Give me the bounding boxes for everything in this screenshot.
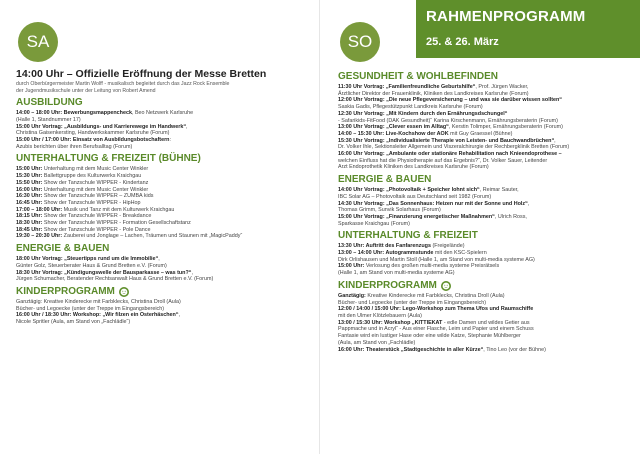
event-detail: - edle Damen und wildes Getier aus	[442, 319, 530, 326]
event-line	[16, 270, 312, 277]
event-detail: ,	[554, 137, 556, 144]
event-line	[16, 124, 312, 131]
event-time-title: 16:00 Uhr:	[16, 186, 43, 193]
event-detail: Show der Tanzschule WIPPER - Formation Gesellschaftstanz	[42, 220, 191, 227]
event-line	[338, 340, 634, 347]
event-detail: - Safarikids-FitFood (DAK Gesundheit)“ Karina Kirschenmann, Ernährungsberaterin (Forum)	[338, 117, 558, 124]
day-circle-sunday	[340, 22, 380, 62]
event-line	[16, 117, 312, 124]
event-time-title: 16:45 Uhr:	[16, 199, 43, 206]
section-title: ENERGIE & BAUEN	[338, 174, 432, 186]
event-detail: ,	[191, 269, 193, 276]
event-line	[338, 104, 634, 111]
event-line	[338, 313, 634, 320]
section-title: AUSBILDUNG	[16, 97, 83, 109]
event-line	[338, 187, 634, 194]
event-time-title: 14:00 – 18:00 Uhr: Bewerbungsmappencheck	[16, 110, 132, 117]
event-detail: Bücher- und Legoecke (unter der Treppe im Eingangsbereich)	[16, 305, 165, 312]
event-time-title: 13:00 / 15:30 Uhr: Workshop „KITTIEKAT	[338, 319, 443, 326]
event-time-title: 16:30 Uhr:	[16, 193, 43, 200]
left-content	[16, 68, 312, 326]
section-title: GESUNDHEIT & WOHLBEFINDEN	[338, 71, 498, 82]
event-line	[16, 187, 312, 194]
event-line	[338, 333, 634, 340]
event-line	[16, 193, 312, 200]
left-page	[0, 0, 318, 454]
page-fold-divider	[319, 0, 320, 454]
event-time-title: 12:00 / 14:00 / 15:00 Uhr: Lego-Workshop zum Thema Ufos und Raumschiffe	[338, 306, 534, 313]
event-detail: , Ulrich Ross,	[494, 213, 527, 220]
event-time-title: 12:00 Uhr Vortrag: „Die neue Pflegeversicherung – und was sie darüber wissen sollten“	[338, 97, 562, 104]
event-line	[338, 151, 634, 158]
event-time-title: 19:30 – 20:30 Uhr:	[16, 233, 63, 240]
event-line	[338, 270, 634, 277]
kids-face-icon	[119, 287, 129, 297]
event-detail: Verlosung des großen multi-media systeme Preisrätsels	[364, 263, 500, 270]
event-detail: mit den Ulmer Klötzlebauern (Aula)	[338, 312, 422, 319]
event-detail: Bücher- und Legoecke (unter der Treppe im Eingangsbereich)	[338, 299, 487, 306]
event-detail: Ärztlicher Direktor der Frauenklinik, Kliniken des Landkreises Karlsruhe (Forum)	[338, 90, 529, 97]
section-heading	[16, 97, 312, 109]
event-line	[338, 207, 634, 214]
event-line	[338, 84, 634, 91]
event-line	[16, 306, 312, 313]
right-content	[338, 68, 634, 353]
event-line	[338, 164, 634, 171]
event-line	[338, 300, 634, 307]
event-detail: Ballettgruppe des Kulturwerks Kraichgau	[42, 173, 142, 180]
event-detail: Saskia Gadis, Pflegestützpunkt Landkreis Karlsruhe (Forum)	[338, 104, 483, 111]
event-time-title: 17:00 – 18:00 Uhr:	[16, 206, 63, 213]
event-detail: Jürgen Schumacher, Beratender Rechtsanwalt Haus & Grund Bretten e.V. (Forum)	[16, 276, 214, 283]
event-detail: mit den KSC-Spielern	[433, 250, 487, 257]
event-line	[338, 111, 634, 118]
event-detail: :	[169, 137, 171, 143]
kids-face-icon	[441, 281, 451, 291]
event-detail: ,	[178, 312, 181, 319]
event-line	[338, 131, 634, 138]
event-time-title: 14:00 – 15:30 Uhr: Live-Kochshow der AOK	[338, 130, 449, 137]
event-line	[16, 207, 312, 214]
section-title: UNTERHALTUNG & FREIZEIT	[338, 230, 478, 242]
event-line	[338, 138, 634, 145]
event-line	[338, 257, 634, 264]
event-line	[16, 299, 312, 306]
event-line	[16, 110, 312, 117]
event-time-title: 18:30 Uhr Vortrag: „Kündigungswelle der Bausparkasse – was tun?“	[16, 269, 192, 276]
event-detail: welchen Einfluss hat die Physiotherapie auf das Ergebnis?“, Dr. Volker Sauer, Leitender	[338, 157, 548, 164]
event-line	[338, 194, 634, 201]
event-time-title: 18:45 Uhr:	[16, 226, 43, 233]
event-line	[338, 158, 634, 165]
opening-line: der Jugendmusikschule unter der Leitung von Robert Amend	[16, 87, 156, 94]
event-line	[16, 180, 312, 187]
day-label: SA	[26, 32, 50, 51]
event-line	[16, 233, 312, 240]
event-detail: , Reimar Sauter,	[479, 187, 519, 194]
event-detail: Show der Tanzschule WIPPER - HipHop	[42, 199, 141, 206]
event-line	[338, 118, 634, 125]
banner-title: RAHMENPROGRAMM	[426, 8, 586, 25]
event-time-title: 12:30 Uhr Vortrag: „Mit Kindern durch den Ernährungsdschungel“	[338, 110, 508, 117]
event-time-title: 15:00 Uhr Vortrag: „Finanzierung energetischer Maßnahmen“	[338, 213, 495, 220]
event-line	[16, 173, 312, 180]
event-detail: Arzt Endoprothetik Kliniken des Landkreises Karlsruhe (Forum)	[338, 164, 489, 171]
event-detail: (Freigelände)	[430, 243, 465, 250]
event-time-title: 13:30 Uhr: Auftritt des Fanfarenzugs	[338, 243, 431, 250]
event-line	[16, 166, 312, 173]
event-line	[338, 250, 634, 257]
event-time-title: 11:30 Uhr Vortrag: „Familienfreundliche Geburtshilfe“	[338, 84, 476, 90]
right-page	[322, 0, 640, 454]
event-detail: Dirk Orlishausen und Martin Stoll (Halle 1, am Stand von multi-media systeme AG)	[338, 256, 535, 263]
event-detail: Dr. Volker Ihle, Sektionsleiter Allgemein und Viszeralchirurgie der Rechbergklinik Bretten (Forum)	[338, 144, 570, 151]
section-heading	[338, 71, 634, 83]
section-title: KINDERPROGRAMM	[16, 285, 115, 297]
event-line	[338, 320, 634, 327]
event-line	[16, 137, 312, 144]
banner-date: 25. & 26. März	[426, 36, 499, 48]
event-time-title: 15:00 Uhr Vortrag: „Ausbildungs- und Karrierewege im Handwerk“	[16, 123, 187, 130]
event-detail: , Prof. Jürgen Wacker,	[475, 84, 529, 90]
event-detail: Sparkasse Kraichgau (Forum)	[338, 220, 410, 227]
event-detail: Azubis berichten über ihren Berufsalltag (Forum)	[16, 143, 133, 150]
section-heading	[338, 230, 634, 242]
event-time-title: 18:00 Uhr Vortrag: „Steuertipps rund um die Immobilie“	[16, 256, 159, 263]
event-detail: ,	[186, 123, 188, 130]
event-line	[16, 312, 312, 319]
event-detail: Pappmache und in Acryl“ - Aus einer Flasche, Leim und Papier und einem Schuss	[338, 326, 534, 333]
event-detail: mit Guy Graessel (Bühne)	[448, 130, 513, 137]
event-line	[16, 263, 312, 270]
opening-line: durch Oberbürgermeister Martin Wolff - musikalisch begleitet durch das Jazz Rock Ensemble	[16, 81, 230, 87]
event-line	[338, 263, 634, 270]
event-detail: ,	[158, 256, 160, 263]
section-title: ENERGIE & BAUEN	[16, 243, 110, 255]
event-time-title: 15:00 Uhr:	[338, 263, 365, 270]
event-line	[338, 347, 634, 354]
event-detail: (Aula, am Stand von „Fachlädle)	[338, 339, 416, 346]
event-detail: (Halle 1, am Stand von multi-media systeme AG)	[338, 270, 455, 277]
event-time-title: 15:50 Uhr:	[16, 179, 43, 186]
event-line	[16, 130, 312, 137]
event-detail: Kreative Kinderecke mit Farbklecks, Christina Droll (Aula)	[365, 292, 505, 299]
event-line	[16, 213, 312, 220]
event-detail: ,	[527, 200, 530, 207]
event-line	[16, 144, 312, 151]
event-detail: Günter Golz, Steuerberater Haus & Grund Bretten e.V. (Forum)	[16, 262, 167, 269]
event-detail: Fantasie wird ein lustiger Hase oder eine wilde Katze, Stephanie Mühlberger	[338, 333, 521, 340]
section-title: KINDERPROGRAMM	[338, 279, 437, 291]
event-detail: (Halle 1, Standnummer 17)	[16, 116, 81, 123]
section-heading	[16, 243, 312, 255]
event-line	[338, 243, 634, 250]
event-line	[338, 306, 634, 313]
event-time-title: 13:00 Uhr Vortrag: „Clever essen im Alltag“	[338, 124, 449, 131]
event-line	[338, 214, 634, 221]
opening-title: 14:00 Uhr – Offizielle Eröffnung der Messe Bretten	[16, 68, 267, 80]
event-detail: IBC Solar AG – Photovoltaik aus Deutschland seit 1982 (Forum)	[338, 193, 492, 200]
event-line	[16, 319, 312, 326]
event-line	[338, 144, 634, 151]
event-detail: Show der Tanzschule WIPPER - Breakdance	[42, 213, 152, 220]
event-time-title: 14:00 Uhr Vortrag: „Photovoltaik + Speicher lohnt sich“	[338, 187, 480, 194]
event-time-title: 13:00 – 14:00 Uhr: Autogrammstunde	[338, 250, 434, 257]
event-detail: Ganztägig: Kreative Kinderecke mit Farbklecks, Christina Droll (Aula)	[16, 298, 181, 305]
event-line	[338, 293, 634, 300]
event-line	[16, 256, 312, 263]
event-time-title: 15:30 Uhr Vortrag: „Individualisierte Therapie von Leisten- und Bauchwandbrüchen“	[338, 137, 555, 144]
event-detail: Musik und Tanz mit dem Kulturwerk Kraichgau	[62, 206, 175, 213]
event-time-title: 14:30 Uhr Vortrag: „Das Sonnenhaus: Heizen nur mit der Sonne und Holz“	[338, 200, 528, 207]
event-time-title: 15:00 Uhr / 17:00 Uhr: Einsatz von Ausbildungsbotschaftern	[16, 137, 170, 143]
event-line	[338, 91, 634, 98]
event-detail: , Beo Netzwerk Karlsruhe	[131, 110, 194, 117]
event-time-title: 18:15 Uhr:	[16, 213, 43, 220]
event-detail: Christina Gaisenkersting, Handwerkskammer Karlsruhe (Forum)	[16, 130, 170, 137]
event-line	[16, 227, 312, 234]
event-time-title: 15:00 Uhr:	[16, 166, 43, 173]
event-line	[16, 220, 312, 227]
event-time-title: Ganztägig:	[338, 292, 366, 299]
event-time-title: 16:00 Uhr / 18:30 Uhr: Workshop: „Wir filzen ein Osterhäschen“	[16, 312, 179, 319]
section-heading	[338, 174, 634, 186]
event-line	[338, 326, 634, 333]
section-title: UNTERHALTUNG & FREIZEIT (BÜHNE)	[16, 153, 201, 165]
event-detail: Thomas Grimm, Sunvik Solarhaus (Forum)	[338, 207, 441, 214]
day-circle-saturday	[18, 22, 58, 62]
event-line	[16, 200, 312, 207]
section-heading	[338, 280, 634, 292]
event-time-title: 16:00 Uhr: Theaterstück „Stadtgeschichte in aller Kürze“	[338, 346, 484, 353]
event-line	[338, 201, 634, 208]
section-heading	[16, 153, 312, 165]
section-heading	[16, 286, 312, 298]
day-label: SO	[347, 32, 373, 51]
event-detail: Nicole Spritler (Aula, am Stand von „Fachlädle“)	[16, 319, 131, 326]
event-detail: , Kerstin Tolimper, Ernährungsberaterin (Forum)	[448, 124, 563, 131]
event-detail: Show der Tanzschule WIPPER – ZUMBA kids	[42, 193, 154, 200]
event-detail: Unterhaltung mit dem Music Center Winkler	[42, 186, 149, 193]
event-line	[338, 221, 634, 228]
event-detail: Show der Tanzschule WIPPER - Pole Dance	[42, 226, 151, 233]
event-detail: Zauberei und Jonglage – Lachen, Träumen und Staunen mit „MagicPaddy“	[62, 233, 243, 240]
event-time-title: 16:00 Uhr Vortrag: „Ambulante oder stationäre Rehabilitation nach Knieendoprothese –	[338, 151, 562, 158]
event-time-title: 18:30 Uhr:	[16, 220, 43, 227]
event-detail: , Tino Leo (vor der Bühne)	[483, 346, 546, 353]
event-line	[16, 276, 312, 283]
event-detail: Unterhaltung mit dem Music Center Winkler	[42, 166, 149, 173]
program-banner	[416, 0, 640, 58]
event-detail: Show der Tanzschule WIPPER - Kindertanz	[42, 179, 149, 186]
event-line	[338, 97, 634, 104]
event-time-title: 15:30 Uhr:	[16, 173, 43, 180]
event-line	[338, 124, 634, 131]
